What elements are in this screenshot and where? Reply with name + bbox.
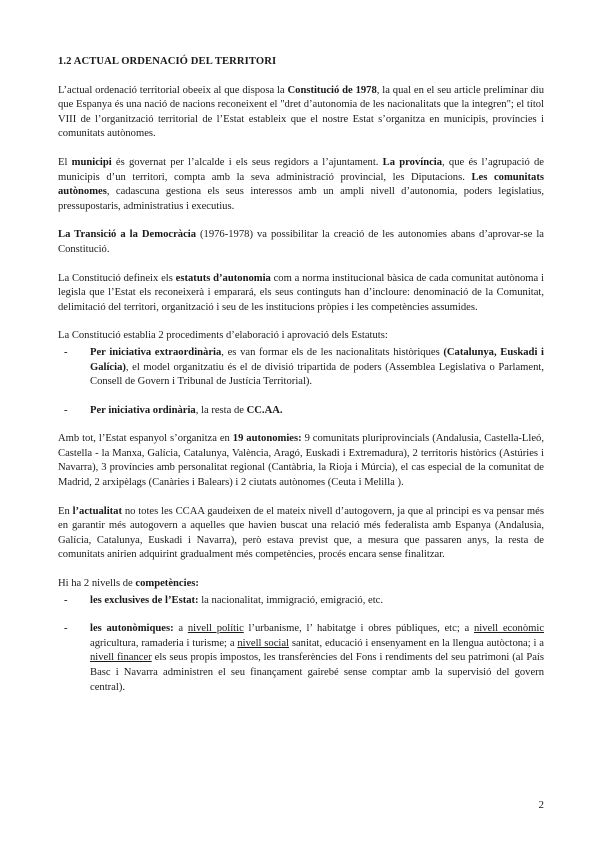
text: Amb tot, l’Estat espanyol s’organitza en [58, 433, 233, 445]
text: (1976-1978) va possibilitar la creació de les autonomies abans d’aprovar-se la Constitució. [58, 229, 544, 255]
underlined-term: nivell financer [90, 652, 152, 664]
list-item [58, 346, 544, 390]
document-page [58, 55, 544, 709]
bold-term: Les comunitats autònomes [58, 171, 544, 198]
text: com a norma institucional bàsica de cada comunitat autònoma i legisla que l’Estat els reconeixerà i emparará, els seus continguts han d’incloure: denominació de la Comunitat, delimitació del territori, organització i seu de les institucions pròpies i les competències assumides. [58, 272, 544, 313]
bold-term: municipi [71, 156, 112, 168]
procedures-list [58, 346, 544, 418]
bold-term: les autonòmiques: [90, 623, 174, 635]
paragraph-constitution [58, 84, 544, 142]
bold-term: La província [382, 156, 443, 168]
bold-term: estatuts d’autonomia [175, 272, 271, 284]
text: a [173, 623, 188, 635]
text: l’urbanisme, l’ habitatge i obres públiques, etc; a [243, 623, 474, 635]
bold-term: competències: [135, 578, 199, 590]
bold-term: CC.AA. [246, 404, 283, 416]
underlined-term: nivell social [237, 637, 289, 649]
paragraph-organization [58, 156, 544, 214]
competences-list [58, 594, 544, 696]
list-item [58, 594, 544, 609]
text: L’actual ordenació territorial obeeix al que disposa la [58, 84, 288, 96]
text: La Constitució defineix els [58, 272, 176, 284]
bold-term: La Transició a la Democràcia [58, 229, 197, 241]
bold-term: les exclusives de l’Estat: [90, 594, 199, 606]
text: no totes les CCAA gaudeixen de el mateix nivell d’autogovern, ja que al principi es va pensar més en garantir més autogovern a aquelles que havien buscat una relació més federalista amb Espanya (Andalusia, Galícia, Catalunya, Euskadi i Navarra), però estava previst que, a mesura que passaren anys, la resta de comunitats anirien adquirint gradualment més competències, procés encara sense finalitzar. [58, 505, 544, 561]
text: El [58, 156, 72, 168]
text: , el model organitzatiu és el de divisió tripartida de poders (Assemblea Legislativa o Parlament, Consell de Govern i Tribunal de Justícia Territorial). [90, 361, 544, 388]
paragraph-transition [58, 228, 544, 257]
page-number: 2 [538, 799, 544, 811]
bold-term: Per iniciativa extraordinària [90, 346, 222, 358]
bold-term: Constitució de 1978 [287, 84, 377, 96]
text: 9 comunitats pluriprovincials (Andalusia, Castella-Lleó, Castella - la Manxa, Galícia, Catalunya, València, Aragó, Euskadi i Extremadura), 2 territoris històrics (Astúries i Navarra), 3 províncies amb personalitat regional (Cantàbria, la Rioja i Múrcia), el cas especial de la comunitat de Madrid, 2 arxipèlags (Canàries i Balears) i 2 ciutats autònomes (Ceuta i Melilla ). [58, 433, 544, 489]
list-item [58, 622, 544, 695]
text: , cadascuna gestiona els seus interessos amb un ampli nivell d’autonomia, poders legislatius, pressupostaris, administratius i executius. [58, 186, 544, 212]
text: , la resta de [195, 404, 247, 416]
text: Hi ha 2 nivells de [58, 578, 136, 590]
paragraph-current [58, 505, 544, 563]
text: En [58, 505, 73, 517]
section-title: 1.2 ACTUAL ORDENACIÓ DEL TERRITORI [58, 56, 277, 67]
text: és governat per l’alcalde i els seus regidors a l’ajuntament. [111, 156, 383, 168]
text: , es van formar els de les nacionalitats històriques [221, 346, 444, 358]
underlined-term: nivell polític [187, 623, 244, 635]
bold-term: Per iniciativa ordinària [90, 404, 196, 416]
bold-term: (Catalunya, Euskadi i Galícia) [90, 346, 544, 373]
list-item [58, 404, 544, 419]
text: sanitat, educació i ensenyament en la llengua autòctona; i a [289, 637, 544, 649]
paragraph-statutes [58, 272, 544, 316]
text: els seus propis impostos, les transferències del Fons i rendiments del seu patrimoni (al País Basc i Navarra administren el seu finançament gairebé sense comptar amb la supervisió del govern central). [90, 652, 544, 693]
paragraph-autonomies [58, 432, 544, 490]
paragraph-competences [58, 577, 544, 592]
text: , que és l’agrupació de municipis d’un territori, compta amb la seva administració provincial, les Diputacions. [58, 156, 544, 183]
bold-term: 19 autonomies: [232, 433, 302, 445]
bold-term: l’actualitat [72, 505, 123, 517]
text: la nacionalitat, immigració, emigració, etc. [198, 594, 384, 606]
paragraph-procedures: La Constitució establia 2 procediments d’elaboració i aprovació dels Estatuts: [58, 330, 388, 342]
underlined-term: nivell econòmic [473, 623, 545, 635]
text: , la qual en el seu article preliminar diu que Espanya és una nació de nacions reconeixent el "dret d’autonomia de les nacionalitats que la integren"; el títol VIII de l’organització territorial de l’Estat estableix que el nostre Estat s’organitza en municipis, províncies i comunitats autònomes. [58, 84, 545, 140]
text: agricultura, ramaderia i turisme; a [90, 637, 238, 649]
